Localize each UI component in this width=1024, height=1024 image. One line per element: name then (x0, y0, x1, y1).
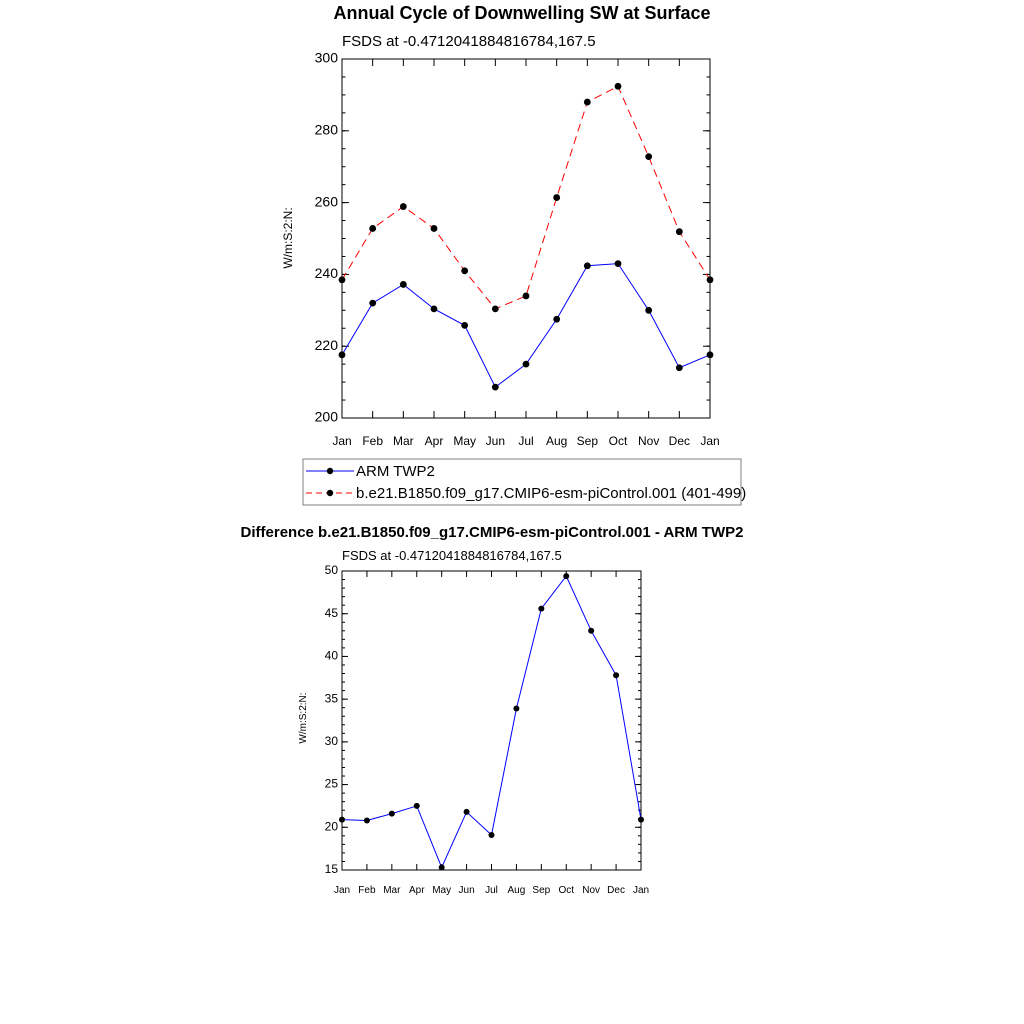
data-point-s0-jan-0 (339, 817, 345, 823)
data-point-s1-dec-11 (676, 228, 683, 235)
y-tick-label-25: 25 (324, 776, 338, 791)
data-point-s0-jun-5 (464, 809, 470, 815)
data-point-s1-mar-2 (400, 203, 407, 210)
legend-marker-arm-twp2 (327, 468, 333, 474)
x-tick-label-nov-10: Nov (637, 434, 660, 448)
data-point-s0-may-4 (461, 322, 468, 329)
data-point-s0-nov-10 (588, 628, 594, 634)
data-point-s0-feb-1 (364, 817, 370, 823)
data-point-s0-sep-8 (584, 262, 591, 269)
x-tick-label-oct-9: Oct (558, 885, 575, 896)
x-tick-label-jan-0: Jan (332, 434, 352, 448)
data-point-s0-jan-12 (707, 351, 714, 358)
data-point-s0-jan-0 (339, 351, 346, 358)
x-tick-label-apr-3: Apr (408, 885, 425, 896)
data-point-s0-jan-12 (638, 817, 644, 823)
data-point-s0-may-4 (439, 864, 445, 870)
data-point-s0-mar-2 (400, 281, 407, 288)
data-point-s0-jul-6 (523, 361, 530, 368)
x-tick-label-jun-5: Jun (485, 434, 506, 448)
chart1-subtitle: FSDS at -0.4712041884816784,167.5 (342, 33, 596, 50)
data-point-s1-may-4 (461, 267, 468, 274)
data-point-s0-apr-3 (414, 803, 420, 809)
data-point-s1-jan-12 (707, 276, 714, 283)
legend-label-arm-twp2: ARM TWP2 (356, 463, 435, 480)
x-tick-label-may-4: May (453, 434, 477, 448)
data-point-s0-dec-11 (676, 364, 683, 371)
data-point-s1-feb-1 (369, 225, 376, 232)
data-point-s0-dec-11 (613, 672, 619, 678)
data-point-s0-aug-7 (513, 706, 519, 712)
chart2-y-axis-label: W/m:S:2:N: (298, 692, 309, 744)
legend-marker-model (327, 490, 333, 496)
x-tick-label-jul-6: Jul (485, 885, 498, 896)
data-point-s0-aug-7 (553, 316, 560, 323)
x-tick-label-sep-8: Sep (576, 434, 599, 448)
y-tick-label-15: 15 (324, 862, 338, 877)
y-tick-label-280: 280 (314, 121, 338, 138)
chart1-y-axis-label: W/m:S:2:N: (281, 207, 295, 269)
y-tick-label-200: 200 (314, 408, 338, 425)
data-point-s0-jun-5 (492, 384, 499, 391)
x-tick-label-sep-8: Sep (532, 885, 551, 896)
y-tick-label-35: 35 (324, 691, 338, 706)
data-point-s0-sep-8 (538, 606, 544, 612)
x-tick-label-aug-7: Aug (545, 434, 568, 448)
data-point-s1-aug-7 (553, 194, 560, 201)
x-tick-label-mar-2: Mar (383, 885, 401, 896)
y-tick-label-50: 50 (324, 563, 338, 578)
x-tick-label-feb-1: Feb (362, 434, 384, 448)
x-tick-label-jun-5: Jun (458, 885, 475, 896)
y-tick-label-40: 40 (324, 648, 338, 663)
y-tick-label-220: 220 (314, 336, 338, 353)
data-point-s0-mar-2 (389, 811, 395, 817)
data-point-s1-jun-5 (492, 305, 499, 312)
data-point-s1-sep-8 (584, 99, 591, 106)
y-tick-label-30: 30 (324, 734, 338, 749)
chart2-title: Difference b.e21.B1850.f09_g17.CMIP6-esm-piControl.001 - ARM TWP2 (240, 524, 744, 541)
x-tick-label-dec-11: Dec (668, 434, 691, 448)
chart1-title: Annual Cycle of Downwelling SW at Surface (333, 3, 711, 23)
x-tick-label-aug-7: Aug (507, 885, 526, 896)
y-tick-label-260: 260 (314, 193, 338, 210)
x-tick-label-feb-1: Feb (358, 885, 376, 896)
y-tick-label-20: 20 (324, 819, 338, 834)
y-tick-label-45: 45 (324, 605, 338, 620)
data-point-s0-oct-9 (563, 573, 569, 579)
data-point-s1-apr-3 (431, 225, 438, 232)
data-point-s0-nov-10 (645, 307, 652, 314)
data-point-s0-feb-1 (369, 300, 376, 307)
x-tick-label-nov-10: Nov (582, 885, 601, 896)
chart2-subtitle: FSDS at -0.4712041884816784,167.5 (342, 548, 562, 563)
chart1-legend (303, 459, 746, 505)
x-tick-label-dec-11: Dec (607, 885, 625, 896)
legend-label-model: b.e21.B1850.f09_g17.CMIP6-esm-piControl.001 (401-499) (356, 485, 747, 502)
data-point-s1-jul-6 (523, 293, 530, 300)
x-tick-label-mar-2: Mar (392, 434, 414, 448)
data-point-s1-nov-10 (645, 153, 652, 160)
data-point-s1-jan-0 (339, 276, 346, 283)
y-tick-label-300: 300 (314, 49, 338, 66)
x-tick-label-jan-12: Jan (632, 885, 650, 896)
x-tick-label-jan-12: Jan (700, 434, 720, 448)
x-tick-label-jan-0: Jan (333, 885, 351, 896)
x-tick-label-oct-9: Oct (608, 434, 628, 448)
x-tick-label-jul-6: Jul (518, 434, 534, 448)
data-point-s1-oct-9 (615, 83, 622, 90)
x-tick-label-apr-3: Apr (424, 434, 444, 448)
x-tick-label-may-4: May (432, 885, 452, 896)
data-point-s0-oct-9 (615, 260, 622, 267)
data-point-s0-apr-3 (431, 305, 438, 312)
y-tick-label-240: 240 (314, 265, 338, 282)
data-point-s0-jul-6 (489, 832, 495, 838)
